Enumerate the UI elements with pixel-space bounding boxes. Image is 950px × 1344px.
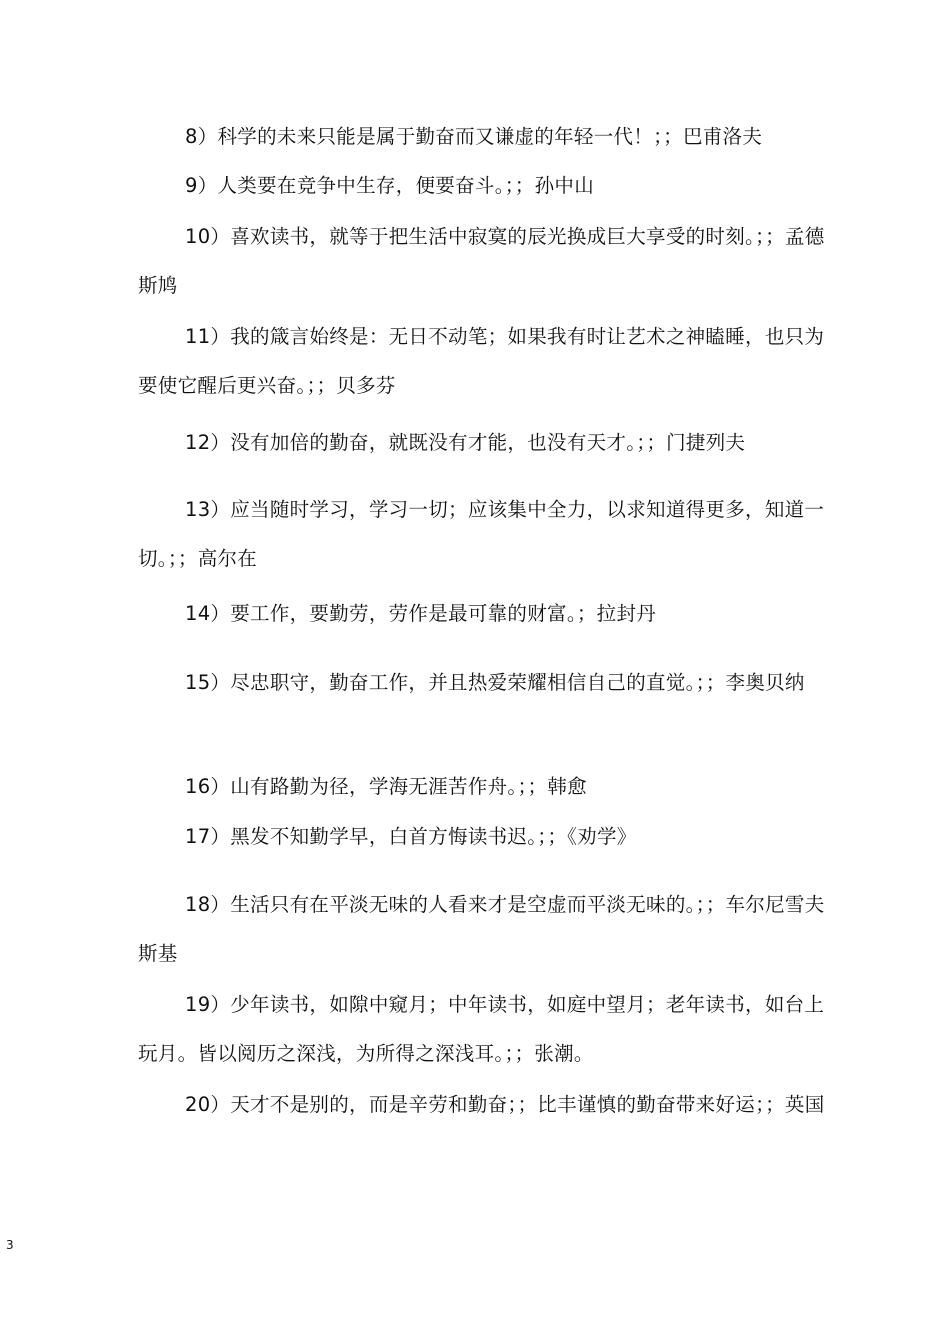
quote-19: 19）少年读书，如隙中窥月；中年读书，如庭中望月；老年读书，如台上玩月。皆以阅历之深浅，为所得之深浅耳。；；张潮。	[138, 993, 825, 1065]
quote-13: 13）应当随时学习，学习一切；应该集中全力，以求知道得更多，知道一切。；；高尔在	[138, 498, 825, 570]
quote-10: 10）喜欢读书，就等于把生活中寂寞的辰光换成巨大享受的时刻。；；孟德斯鸠	[138, 225, 825, 297]
quote-8: 8）科学的未来只能是属于勤奋而又谦虚的年轻一代！；；巴甫洛夫	[185, 125, 763, 148]
quote-12: 12）没有加倍的勤奋，就既没有才能，也没有天才。；；门捷列夫	[185, 431, 746, 454]
page-number: 3	[6, 1238, 14, 1252]
quote-18: 18）生活只有在平淡无味的人看来才是空虚而平淡无味的。；；车尔尼雪夫斯基	[138, 893, 825, 965]
quote-15: 15）尽忠职守，勤奋工作，并且热爱荣耀相信自己的直觉。；；李奥贝纳	[185, 671, 805, 694]
quote-9: 9）人类要在竞争中生存，便要奋斗。；；孙中山	[185, 174, 595, 197]
quote-14: 14）要工作，要勤劳，劳作是最可靠的财富。；拉封丹	[185, 602, 657, 625]
quote-20: 20）天才不是别的，而是辛劳和勤奋；；比丰谨慎的勤奋带来好运；；英国	[185, 1093, 825, 1116]
quote-11: 11）我的箴言始终是：无日不动笔；如果我有时让艺术之神瞌睡，也只为要使它醒后更兴奋。；；贝多芬	[138, 325, 825, 397]
quote-17: 17）黑发不知勤学早，白首方悔读书迟。；；《劝学》	[185, 825, 637, 848]
quote-16: 16）山有路勤为径，学海无涯苦作舟。；；韩愈	[185, 775, 587, 798]
